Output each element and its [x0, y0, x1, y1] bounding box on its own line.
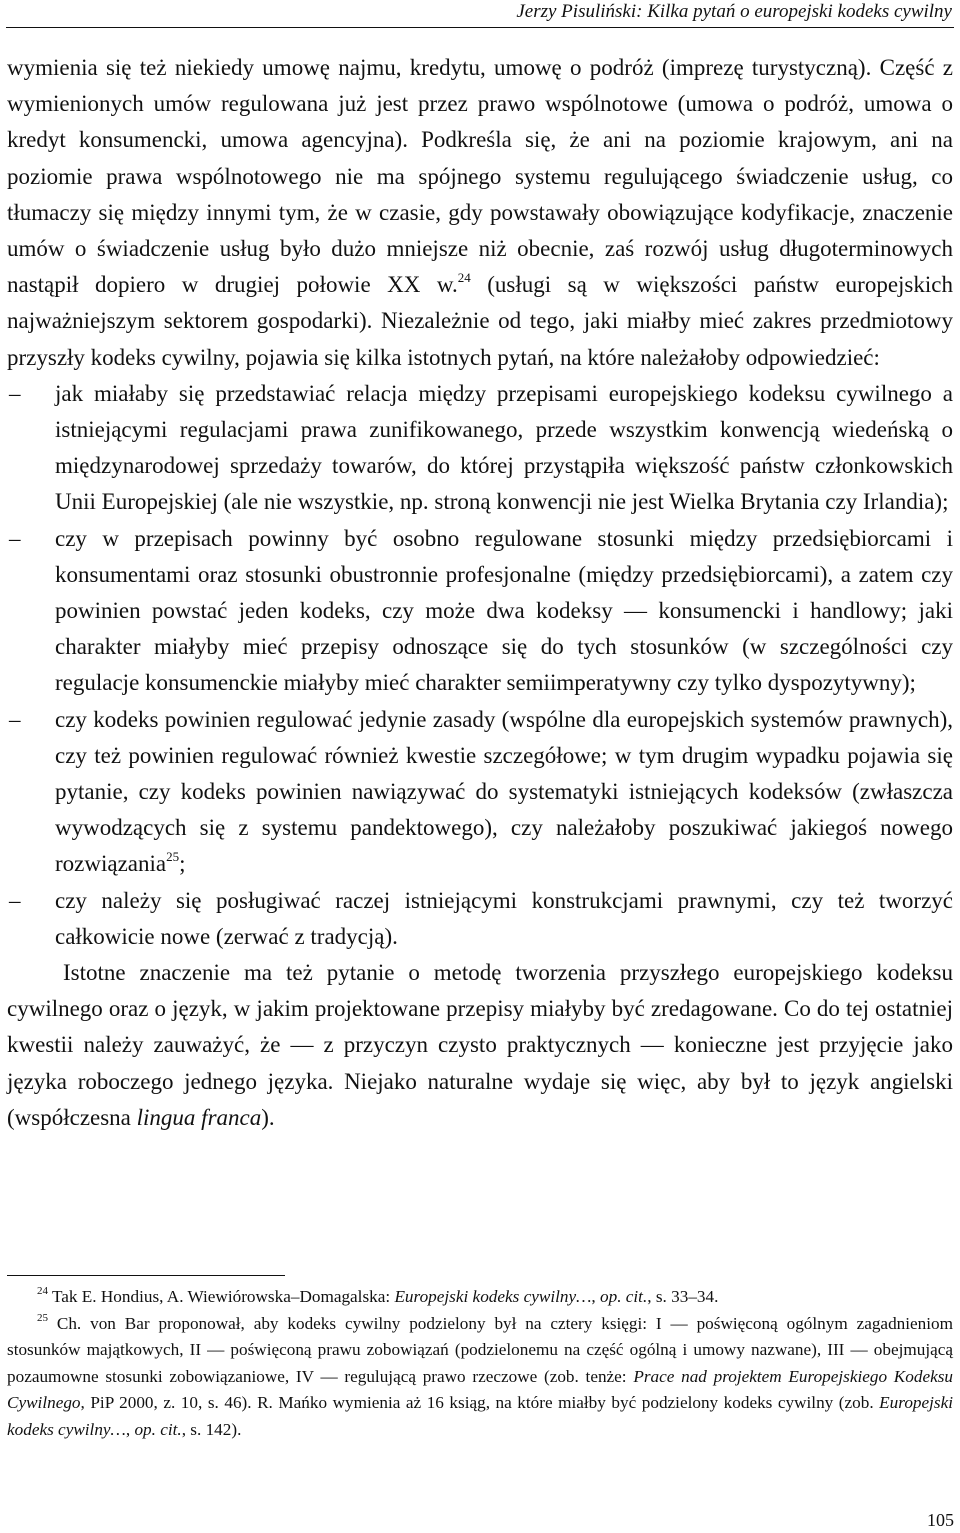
footnote-rule	[7, 1275, 285, 1276]
footnote-24: $^{24}$ Tak E. Hondius, A. Wiewiórowska–Domagalska: Europejski kodeks cywilny…, op. cit., s. 33–34.	[37, 1285, 719, 1306]
list-item: – czy należy się posługiwać raczej istniejącymi konstrukcjami prawnymi, czy też tworzyć całkowicie nowe (zerwać z tradycją).	[9, 887, 953, 949]
running-header: Jerzy Pisuliński: Kilka pytań o europejski kodeks cywilny	[516, 1, 952, 22]
paragraph-2: Istotne znaczenie ma też pytanie o metodę tworzenia przyszłego europejskiego kodeksu cywilnego oraz o język, w jakim projektowane przepisy miałyby być zredagowane. Co do tej ostatniej kwestii należy zauważyć, że — z przyczyn czysto praktycznych — konieczne jest przyjęcie jako języka roboczego jednego języka. Niejako naturalne wydaje się więc, aby był to język angielski (współczesna lingua franca).	[7, 960, 953, 1130]
footnote-25: $^{25}$ Ch. von Bar proponował, aby kodeks cywilny podzielony był na cztery księgi: I — poświęconą ogólnym zagadnieniom stosunków majątkowych, II — poświęconą prawu zobowiązań (podzielonemu na część ogólną i umowy nazwane), III — obejmującą pozaumowne stosunki zobowiązaniowe, IV — regulującą prawo rzeczowe (zob. tenże: Prace nad projektem Europejskiego Kodeksu Cywilnego, PiP 2000, z. 10, s. 46). R. Mańko wymienia aż 16 ksiąg, na które miałby być podzielony kodeks cywilny (zob. Europejski kodeks cywilny…, op. cit., s. 142).	[7, 1311, 953, 1439]
list-item: – czy w przepisach powinny być osobno regulowane stosunki między przedsiębiorcami i konsumentami oraz stosunki obustronnie profesjonalne (między przedsiębiorcami), a zatem czy powinien powstać jeden kodeks, czy może dwa kodeksy — konsumencki i handlowy; jaki charakter miałyby mieć przepisy odnoszące się do tych stosunków (w szczególności czy regulacje konsumenckie miałyby mieć charakter semiimperatywny czy tylko dyspozytywny);	[9, 525, 953, 696]
header-rule	[6, 27, 954, 28]
main-text	[7, 50, 953, 1136]
paragraph-1: wymienia się też niekiedy umowę najmu, kredytu, umowę o podróż (imprezę turystyczną). Część z wymienionych umów regulowana już jest przez prawo wspólnotowe (umowa o podróż, umowa o kredyt konsumencki, umowa agencyjna). Podkreśla się, że ani na poziomie krajowym, ani na poziomie prawa wspólnotowego nie ma spójnego systemu regulującego świadczenie usług, co tłumaczy się między innymi tym, że w czasie, gdy powstawały obowiązujące kodyfikacje, znaczenie umów o świadczenie usług było dużo mniejsze niż obecnie, zaś rozwój usług długoterminowych nastąpił dopiero w drugiej połowie XX w.$^{24}$ (usługi są w większości państw europejskich najważniejszym sektorem gospodarki). Niezależnie od tego, jaki miałby mieć zakres przedmiotowy przyszły kodeks cywilny, pojawia się kilka istotnych pytań, na które należałoby odpowiedzieć:	[7, 55, 953, 370]
question-list	[7, 376, 953, 955]
footnote-ref-24[interactable]: 24	[457, 269, 471, 285]
list-item: – jak miałaby się przedstawiać relacja między przepisami europejskiego kodeksu cywilnego a istniejącymi regulacjami prawa zunifikowanego, przede wszystkim konwencją wiedeńską o międzynarodowej sprzedaży towarów, do której przystąpiła większość państw członkowskich Unii Europejskiej (ale nie wszystkie, np. stroną konwencji nie jest Wielka Brytania czy Irlandia);	[9, 380, 953, 515]
page-number: 105	[927, 1510, 954, 1530]
footnote-ref-25[interactable]: 25	[166, 848, 180, 864]
footnotes	[7, 1284, 953, 1444]
list-item: – czy kodeks powinien regulować jedynie zasady (wspólne dla europejskich systemów prawnych), czy też powinien regulować również kwestie szczegółowe; w tym drugim wypadku pojawia się pytanie, czy kodeks powinien nawiązywać do systematyki istniejących kodeksów (zwłaszcza wywodzących się z systemu pandektowego), czy należałoby poszukiwać jakiegoś nowego rozwiązania$^{25}$;	[9, 706, 953, 877]
